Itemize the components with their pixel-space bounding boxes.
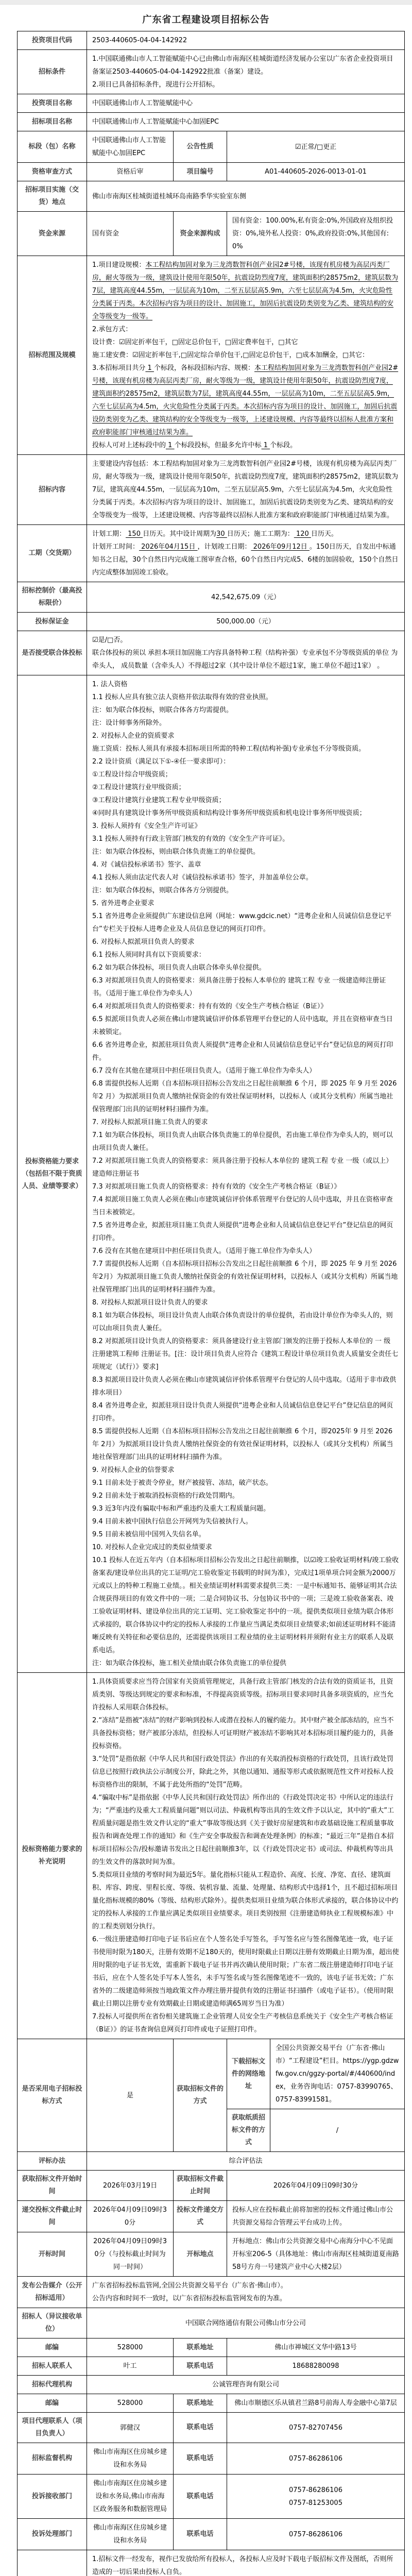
fund-composition-value: 国有资金：100.00%,私有资金:0%,外国政府及组织投资：0%,境外私人投资：0%,政府投资:0%,其他国有:0% [227, 212, 405, 256]
agency-contact-row [18, 2413, 405, 2443]
tenderer-row [18, 2308, 405, 2338]
agency-address-value: 佛山市顺德区乐从镇君兰路8号前海人寿金融中心第7层 [227, 2394, 405, 2413]
obtain-documents-method-label: 获取招标文件的方式 [174, 2039, 227, 2152]
other-content-label [18, 2550, 87, 2576]
bid-opening-place-label: 开标地点 [174, 2232, 227, 2277]
consortium-accepted-row [18, 631, 405, 675]
paper-documents-label: 获取纸质招标文件的方式 [227, 2109, 270, 2152]
tenderer-contact-value: 叶工 [87, 2357, 174, 2376]
agency-row [18, 2376, 405, 2394]
bidding-scope-label: 招标范围及规模 [18, 256, 87, 455]
evaluation-method-value: 综合评估法 [87, 2152, 405, 2171]
complaint-receiving-label: 投诉接收部门 [18, 2475, 87, 2519]
qualification-review-value: 资格后审 [87, 163, 174, 181]
bid-control-price-row [18, 582, 405, 613]
obtain-start-time-value: 2026年03月19日 [87, 2171, 174, 2201]
complaint-handling-value: 佛山市南海区住房城乡建设和水务局 [87, 2519, 174, 2550]
tenderer-value: 中国联合网络通信有限公司佛山市分公司 [87, 2308, 405, 2338]
agency-label: 招标代理机构 [18, 2376, 87, 2394]
bidding-project-name-row [18, 113, 405, 131]
submission-deadline-row [18, 2201, 405, 2232]
bidding-conditions-label: 招标条件 [18, 50, 87, 94]
agency-postcode-row [18, 2394, 405, 2413]
tenderer-phone-value: 18688280098 [227, 2357, 405, 2376]
investment-project-code-value: 2503-440605-04-04-142922 [87, 31, 405, 50]
fund-source-value: 国有资金 [87, 212, 174, 256]
bidding-content-label: 招标内容 [18, 455, 87, 525]
electronic-bidding-row [18, 2039, 405, 2109]
announcement-media-label: 发布公告媒介（公开招标适用） [18, 2277, 87, 2308]
agency-contact-value: 郭健汉 [87, 2413, 174, 2443]
evaluation-method-label: 评标办法 [18, 2152, 87, 2171]
agency-contact-label: 项目代理联系人（项目负责人） [18, 2413, 87, 2443]
complaint-receiving-row [18, 2475, 405, 2519]
bidding-scope-row [18, 256, 405, 455]
consortium-accepted-value: ☑是/□否。 联合体投标的须以 承担本项目加固施工内容具备特种工程（结构补强）专业承包不分等级资质的单位 为牵头人， 成员数量（含牵头人）不得超过2家（其中设计单位不超过1家，施工单位不超过1家） 。 [87, 631, 405, 675]
electronic-bidding-value: 是 [87, 2039, 174, 2152]
bid-control-price-value: 42,542,675.09（元） [87, 582, 405, 613]
bidding-content-value: 主要建设内容包括：本工程结构加固对象为三龙湾数智科创产业园2#号楼，该现有机房楼为高层丙类厂房，耐火等级为一级，建筑设计使用年限50年，抗震设防烈度7度，建筑面积约28575m2，建筑层数为7层，建筑高度44.55m，一层层高为10m，二至五层层高5.9m，六至七层层高为4.5m，火灾危险性分类属于丙类。本次招标内容为项目的设计、加固施工，加固后抗震设防类别变为乙类、建筑结构的安全等级变为一级等，上述建设规模、内容等最终以招标人批准方案和政府职能部门审核通过结果为准。 [87, 455, 405, 525]
tenderer-address-label: 联系地址 [174, 2338, 227, 2357]
announcement-media-value: 广东省招标投标监管网,全国公共资源交易平台（广东省·佛山市）。 公告内容和时间不一致时，以广东省招标投标监管网发布的为准。 [87, 2277, 405, 2308]
agency-postcode-label: 邮编 [18, 2394, 87, 2413]
bidding-content-row [18, 455, 405, 525]
obtain-deadline-value: 2026年04月09日09时30分 [227, 2171, 405, 2201]
supervision-agency-value: 佛山市南海区住房城乡建设和水务局 [87, 2443, 174, 2475]
investment-project-name-label: 投资项目名称 [18, 94, 87, 113]
project-number-value: A01-440605-2026-0013-01-01 [227, 163, 405, 181]
bid-control-price-label: 招标控制价（最高投标限价） [18, 582, 87, 613]
section-name-value: 中国联通佛山市人工智能赋能中心加固EPC [87, 131, 174, 163]
submission-deadline-value: 2026年04月09日09时30分 [87, 2201, 174, 2232]
construction-period-value: 计划工期： 150 日历天。其中设计周期为30 日历天；施工工期为： 120 日历天。 计划开工时间： 2026年04月15日 ，计划竣工日期： 2026年09月12日 。150日历天，自发出中标通知书之日起，30个自然日内完成施工图审查合格，60个自然日内完成5、6楼的加固验收，150个自然日内完成整体加固竣工验收。 [87, 525, 405, 582]
submission-deadline-label: 递交投标文件截止时间 [18, 2201, 87, 2232]
other-content-row [18, 2550, 405, 2576]
paper-documents-value: / [270, 2109, 405, 2152]
qualification-review-row [18, 163, 405, 181]
tenderer-label: 招标人（异议接收单位） [18, 2308, 87, 2338]
qualification-review-label: 资格审查方式 [18, 163, 87, 181]
qualification-requirements-value: 1. 法人资格 1.1 投标人应具有独立法人资格并依法取得有效的营业执照。 注：如为联合体投标，则联合体各方均需提供。 注：设计师事务所除外。 2. 对投标人企业的资质要求 施工资质：投标人须具有承接本招标项目所需的特种工程(结构补强)专业承包不分等级资质。 2.2 设计资质（满足以下①-④任一要求即可）： ①工程设计综合甲级资质； ②工程设计建筑行业甲级资质； ③工程设计建筑行业建筑工程专业甲级资质； ④同时具有建筑设计事务所甲级资质和结构设计事务所甲级资质和机电设计事务所甲级资质； 3. 投标人须持有《安全生产许可证》 3.1 投标人须持有行政主管部门核发的有效的《安全生产许可证》。 注：如为联合体投标，则由联合体负责施工的单位提供。 4. 对《诚信投标承诺书》签字、盖章 4.1 投标人须由法定代表人对《诚信投标承诺书》签字，并加盖单位公章。 注：如为联合体投标，则联合体各方分别提供。 5. 省外进粤企业要求 5.1 省外进粤企业须提供广东建设信息网（网址：www.gdcic.net）“进粤企业和人员诚信信息登记平台”专栏关于投标人进粤企业及人员信息登记的网页打印件。 6. 对投标人拟派项目负责人的要求 6.1 投标人须同时具有以下资质要求： 6.2 如为联合体投标，项目负责人由联合体牵头单位提供。 6.3 对拟派项目负责人的资格要求：须具备注册于投标人本单位的 建筑工程 专业 一级建造师注册证书。（适用于施工单位作为牵头人） 6.4 对拟派项目负责人的资格要求：持有有效的《安全生产考核合格证（B证）》 6.5 拟派项目负责人必须在佛山市建筑诚信评价体系管理平台登记的人员中选取，并且在资格审查当日未被锁定。 6.6 省外进粤企业，拟派驻项目负责人须提供“进粤企业和人员诚信信息登记平台”登记信息的网页打印件。 6.7 没有在其他在建项目中担任项目负责人。（适用于施工单位作为牵头人） 6.8 需提供投标人近期（自本招标项目招标公告发出之日起往前顺推 6 个月，即 2025 年 9 月至 2026 年2 月）为拟派项目负责人缴纳社保资金的有效社保证明材料，以投标人（或其分支机构）所属当地社保管理部门出具的证明材料扫描件为准。 7. 对投标人拟派项目施工负责人的要求 7.1 如为联合体投标，项目负责人由联合体负责施工的单位提供，若由施工单位作为牵头人的，则可以由项目负责人兼任。 7.2 对拟派项目施工负责人的资格要求：须具备注册于投标人本单位的 建筑工程 专业 一级（或以上）建造师注册证书 7.3 对拟派项目施工负责人的资格要求：持有有效的《安全生产考核合格证（B证）》 7.4 拟派项目施工负责人必须在佛山市建筑诚信评价体系管理平台登记的人员中选取，并且在资格审查当日未被锁定。 7.5 省外进粤企业，拟派驻项目施工负责人须提供“进粤企业和人员诚信信息登记平台”登记信息的网页打印件。 7.6 没有在其他在建项目中担任项目负责人。（适用于施工单位作为牵头人） 7.7 需提供投标人近期（自本招标项目招标公告发出之日起往前顺推 6 个月，即 2025 年 9 月至 2026 年2月）为拟派项目施工负责人缴纳社保资金的有效社保证明材料，以投标人（或其分支机构）所属当地社保管理部门出具的证明材料扫描件为准。 8. 对投标人拟派项目设计负责人的要求 8.1 如为联合体投标，项目设计负责人由联合体负责设计的单位提供，若由设计单位作为牵头人的，则可以由项目负责人兼任。 8.2 对拟派项目设计负责人的资格要求：须具备建设行业主管部门颁发的注册于投标人本单位的 一 级 注册建筑工程师 注册证书。[注：设计项目负责人应符合《建筑工程设计单位项目负责人质量安全责任七项规定（试行）》要求] 8.3 拟派项目设计负责人必须在佛山市建筑诚信评价体系管理平台登记的人员中选取。（适用于非市政供排水项目） 8.4 省外进粤企业，拟派驻项目设计负责人须提供“进粤企业和人员诚信信息登记平台”登记信息的网页打印件。 8.5 需提供投标人近期（自本招标项目招标公告发出之日起往前顺推 6 个月，即2025年 9 月至 2026 年 2月）为拟派项目设计负责人缴纳社保资金的有效社保证明材料，以投标人（或其分支机构）所属当地社保管理部门出具的证明材料扫描件为准。 9. 对投标人企业的信誉要求 9.1 目前未处于被责令停业，财产被接管、冻结，破产状态。 9.2 目前未处于被取消投标资格的行政处罚期内。 9.3 近3年内没有骗取中标和严重违约及重大工程质量问题。 9.4 目前未被中国执行信息公开网列为失信被执行人。 9.5 目前未被信用中国列入失信名单。 10. 对投标人企业完成过的类似业绩要求 10.1 投标人在近五年内（自本招标项目招标公告发出之日起往前顺推，以☑竣工验收证明材料/竣工验收备案表/建设单位出具的完工证明/完工验收鉴定书载明的时间为准），完成过1项单项合同金额为2000万元或以上的特种工程施工业绩。。相关业绩证明材料需要求提供三类：一是中标通知书、能够证明其合法合规获得项目的有效文件中的一项；二是合同协议书、分包协议书中的一项；三是竣工验收备案表、竣工验收证明材料、建设单位出具的完工证明、完工验收鉴定书中的一项。提供类似项目业绩为联合体形式承接的，联合体协议中约定的投标人承接的工作量应当满足类似项目业绩要求;如前述证明材料不能清晰反映有关特征和必要信息的，还需提供该项目工程业绩的业主证明材料并须附有业主方的联系人及联系电话。 注：如为联合体投标，施工相关业绩由联合体负责施工的单位提供 [87, 675, 405, 1673]
obtain-start-time-label: 获取招标文件开始时间 [18, 2171, 87, 2201]
bid-opening-place-value: 开标地点：佛山市公共资源交易中心南海分中心不见面开标室206-5（具体地址：佛山市南海区桂城街道夏南路58号方舟一号建筑产业中心大楼2层） [227, 2232, 405, 2277]
complaint-handling-phone-label: 联系电话 [174, 2519, 227, 2550]
qualification-supplement-value: 1.具体资质要求应当符合国家有关资质管理规定，具备行政主管部门核发的合法有效的资质证书，且资质类别、等级达到规定的要求和标准，不得提高资质等级。招标项目要求同时具备多项资质的，应当允许投标人采用联合体投标。 2.“冻结”是指被“冻结”的财产影响到投标人或潜在投标人的履约能力。其中财产被全部冻结的，应当不具备投标资格；财产被部分冻结，但投标人可证明财产被冻结不影响其对本招标项目履约能力的，具备投标资格。 3.“处罚”是指依据《中华人民共和国行政处罚法》作出的有关取消投标资格的行政处罚，且该行政处罚信息已按照行政执法公示制度公开，除此之外，其他以通知、通报等形式或依据规范性文件对投标人投标资格作出的限制，不属于此处所指的“处罚”范畴。 4.“骗取中标”是指依据《中华人民共和国行政处罚法》所作出的《行政处罚决定书》中所认定的违法行为；“严重违约及重大工程质量问题”则以司法、仲裁机构等出具的生效文件予以认定，其中的“重大”工程质量问题是指生效文件认定的“重大”事故等级达到《关于做好房屋建筑和市政基础设施工程质量事故报告和调查处理工作的通知》和《生产安全事故报告和调查处理条例》的标准；“最近三年”是指自本招标项目招标公告/投标邀请书发出之日起往前顺推3年，以《行政处罚决定书》或司法、仲裁机构等出具的生效文件的落款时间为准。 5.类似项目业绩的考察时间为最近5年。量化指标只能从工程造价、高度、长度、净宽、直径、建筑面积、库容、跨度、里程长度、等级、装机容量、流量、处理量、结构形式中选择1个，且不超过招标项目量化指标规模的80%（等级、结构形式除外）。提供类似项目业绩为联合体形式承接的，联合体协议中约定的投标人承接的工作量应满足类似项目业绩要求。项目类别按照《注册建造师执业工程规模标准》中的工程类别划分执行。 6.一级注册建造师打印电子证书后应在个人签名处手写签名，手写签名应与签名图像笔迹一致，电子证书使用时限为180天，注册有效期不足180天的，使用时限截止日期以注册有效期截止日期为准，超出使用时限的电子证书无效，需重新下载电子证书并再次确认使用时限；广东省二级注册建造师打印电子证书后，应在个人签名处手写本人签名，未手写签名或与签名图像笔迹不一致的，该电子证书无效；广东省外的二级建造师须按当地政策文件办理注册并提供有效的注册证书扫描件（或电子证书）。（使用时限截止日期以注册专业有效期截止日期或建造师满65周岁当日为准） 7.投标人可提供所在省份相关建筑施工企业管理人员安全生产考核信息系统关于《安全生产考核合格证（B证）》的证书查询信息网页打印件或电子证照打印件。 [87, 1673, 405, 2039]
bidding-scope-value: 1.项目建设规模：本工程结构加固对象为三龙湾数智科创产业园2#号楼，该现有机房楼为高层丙类厂房，耐火等级为一级，建筑设计使用年限50年，抗震设防烈度7度，建筑面积约28575m2，建筑层数为7层，建筑高度44.55m，一层层高为10m，二至五层层高5.9m，六至七层层高为4.5m，火灾危险性分类属于丙类。本次招标内容为项目的设计、加固施工，加固后抗震设防类别变为乙类、建筑结构的安全等级变为一级等。 2.承包方式： 设计费：☑固定折率包干，□固定总价包干，□固定费率包干，□其它 施工建安费：☑固定折率包干,□固定综合单价包干,□固定总价包干，□成本加酬金，□其它： 3.本招标项目共分 1 个标段，各标段招标内容、规模：本工程结构加固对象为三龙湾数智科创产业园2#号楼，该现有机房楼为高层丙类厂房，耐火等级为一级，建筑设计使用年限50年，抗震设防烈度7度，建筑面积约28575m2，建筑层数为7层，建筑高度44.55m，一层层高为10m，二至五层层高5.9m，六至七层层高为4.5m，火灾危险性分类属于丙类。本次招标内容为项目的设计、加固施工，加固后抗震设防类别变为乙类、建筑结构的安全等级变为一级等，上述建设规模、内容等最终以招标人批准方案和政府职能部门审核通过结果为准。 投标人可对上述标段中的 1 个标段投标，但最多允许中标 1 个标段。 [87, 256, 405, 455]
tenderer-postcode-value: 528000 [87, 2338, 174, 2357]
bidding-conditions-value: 1.中国联通佛山市人工智能赋能中心已由佛山市南海区桂城街道经济发展办公室以广东省企业投资项目备案证2503-440605-04-04-142922批准（备案）建设。 2.项目已具备招标条件，现进行公开招标。 [87, 50, 405, 94]
evaluation-method-row [18, 2152, 405, 2171]
page-title: 广东省工程建设项目招标公告 [142, 14, 270, 25]
submission-method-label: 投标文件递交方式 [174, 2201, 227, 2232]
construction-period-label: 工期（交货期） [18, 525, 87, 582]
top-bar [0, 0, 412, 5]
complaint-handling-row [18, 2519, 405, 2550]
tenderer-postcode-row [18, 2338, 405, 2357]
bid-bond-value: 500,000.00（元） [87, 613, 405, 631]
download-address-value: 全国公共资源交易平台（广东省·佛山市）“工程建设”栏目。https://ygp.gdzwfw.gov.cn/ggzy-portal/#/440600/index，业务咨询电话：0757-83990765、0757-83991581。 [270, 2039, 405, 2109]
bid-opening-time-value: 2026年04月09日09时30分（与投标截止时间为同一时间） [87, 2232, 174, 2277]
bid-opening-row [18, 2232, 405, 2277]
other-content-value: 1.招标文件一经发布，视作已发放给所有投标人，各投标人应及时下载电子版招标文件及图纸，否则所造成的一切后果由投标人自负。 [87, 2550, 405, 2576]
construction-period-row [18, 525, 405, 582]
agency-address-label: 联系地址 [174, 2394, 227, 2413]
bidding-project-name-value: 中国联通佛山市人工智能赋能中心加固EPC [87, 113, 405, 131]
fund-source-row [18, 212, 405, 256]
complaint-receiving-phone-value: 0757-86286106 0757-81253005 [227, 2475, 405, 2519]
agency-phone-value: 0757-82707456 [227, 2413, 405, 2443]
announcement-table-body [18, 31, 405, 2576]
investment-project-name-row [18, 94, 405, 113]
project-location-row [18, 181, 405, 212]
qualification-supplement-row [18, 1673, 405, 2039]
section-name-label: 标段（包）名称 [18, 131, 87, 163]
qualification-requirements-label: 投标资格能力要求（包括但不限于资质人员、业绩等要求） [18, 675, 87, 1673]
download-address-label: 下载招标文件的网络地址 [227, 2039, 270, 2109]
tenderer-postcode-label: 邮编 [18, 2338, 87, 2357]
project-number-label: 项目编号 [174, 163, 227, 181]
obtain-start-time-row [18, 2171, 405, 2201]
agency-phone-label: 联系电话 [174, 2413, 227, 2443]
investment-project-code-label: 投资项目代码 [18, 31, 87, 50]
supervision-phone-label: 联系电话 [174, 2443, 227, 2475]
bidding-conditions-row [18, 50, 405, 94]
investment-project-name-value: 中国联通佛山市人工智能赋能中心 [87, 94, 405, 113]
complaint-handling-phone-value: 0757-86286106 [227, 2519, 405, 2550]
announcement-nature-value: ☑正常/□更正 [227, 131, 405, 163]
complaint-receiving-value: 佛山市南海区住房城乡建设和水务局,佛山市南海区政务服务和数据管理局 [87, 2475, 174, 2519]
announcement-table [17, 31, 405, 2576]
bid-bond-label: 投标保证金 [18, 613, 87, 631]
fund-source-label: 资金来源 [18, 212, 87, 256]
section-name-row [18, 131, 405, 163]
bid-bond-row [18, 613, 405, 631]
electronic-bidding-label: 是否采用电子招标投标方式 [18, 2039, 87, 2152]
qualification-supplement-label: 投标资格能力要求的补充说明 [18, 1673, 87, 2039]
tenderer-contact-label: 招标人联系人 [18, 2357, 87, 2376]
investment-project-code-row [18, 31, 405, 50]
complaint-receiving-phone-label: 联系电话 [174, 2475, 227, 2519]
bidding-project-name-label: 招标项目名称 [18, 113, 87, 131]
consortium-accepted-label: 是否接受联合体投标 [18, 631, 87, 675]
obtain-deadline-label: 获取招标文件截止时间 [174, 2171, 227, 2201]
project-location-label: 招标项目实施（交货）地点 [18, 181, 87, 212]
project-location-value: 佛山市南海区桂城街道桂城环岛南路季华实验室东侧 [87, 181, 405, 212]
fund-composition-label: 资金来源构成 [174, 212, 227, 256]
bid-opening-time-label: 开标时间 [18, 2232, 87, 2277]
submission-method-value: 投标人应在投标截止前将加密的投标文件通过佛山市公共资源交易综合管理云平台成功上传。 [227, 2201, 405, 2232]
tenderer-contact-row [18, 2357, 405, 2376]
supervision-agency-row [18, 2443, 405, 2475]
complaint-handling-label: 投诉处理部门 [18, 2519, 87, 2550]
agency-postcode-value: 528000 [87, 2394, 174, 2413]
announcement-media-row [18, 2277, 405, 2308]
supervision-phone-value: 0757-86286106 [227, 2443, 405, 2475]
qualification-requirements-row [18, 675, 405, 1673]
tenderer-phone-label: 联系电话 [174, 2357, 227, 2376]
announcement-nature-label: 公告性质 [174, 131, 227, 163]
tenderer-address-value: 佛山市禅城区文华中路13号 [227, 2338, 405, 2357]
agency-value: 公诚管理咨询有限公司 [87, 2376, 405, 2394]
supervision-agency-label: 招标监督机构 [18, 2443, 87, 2475]
